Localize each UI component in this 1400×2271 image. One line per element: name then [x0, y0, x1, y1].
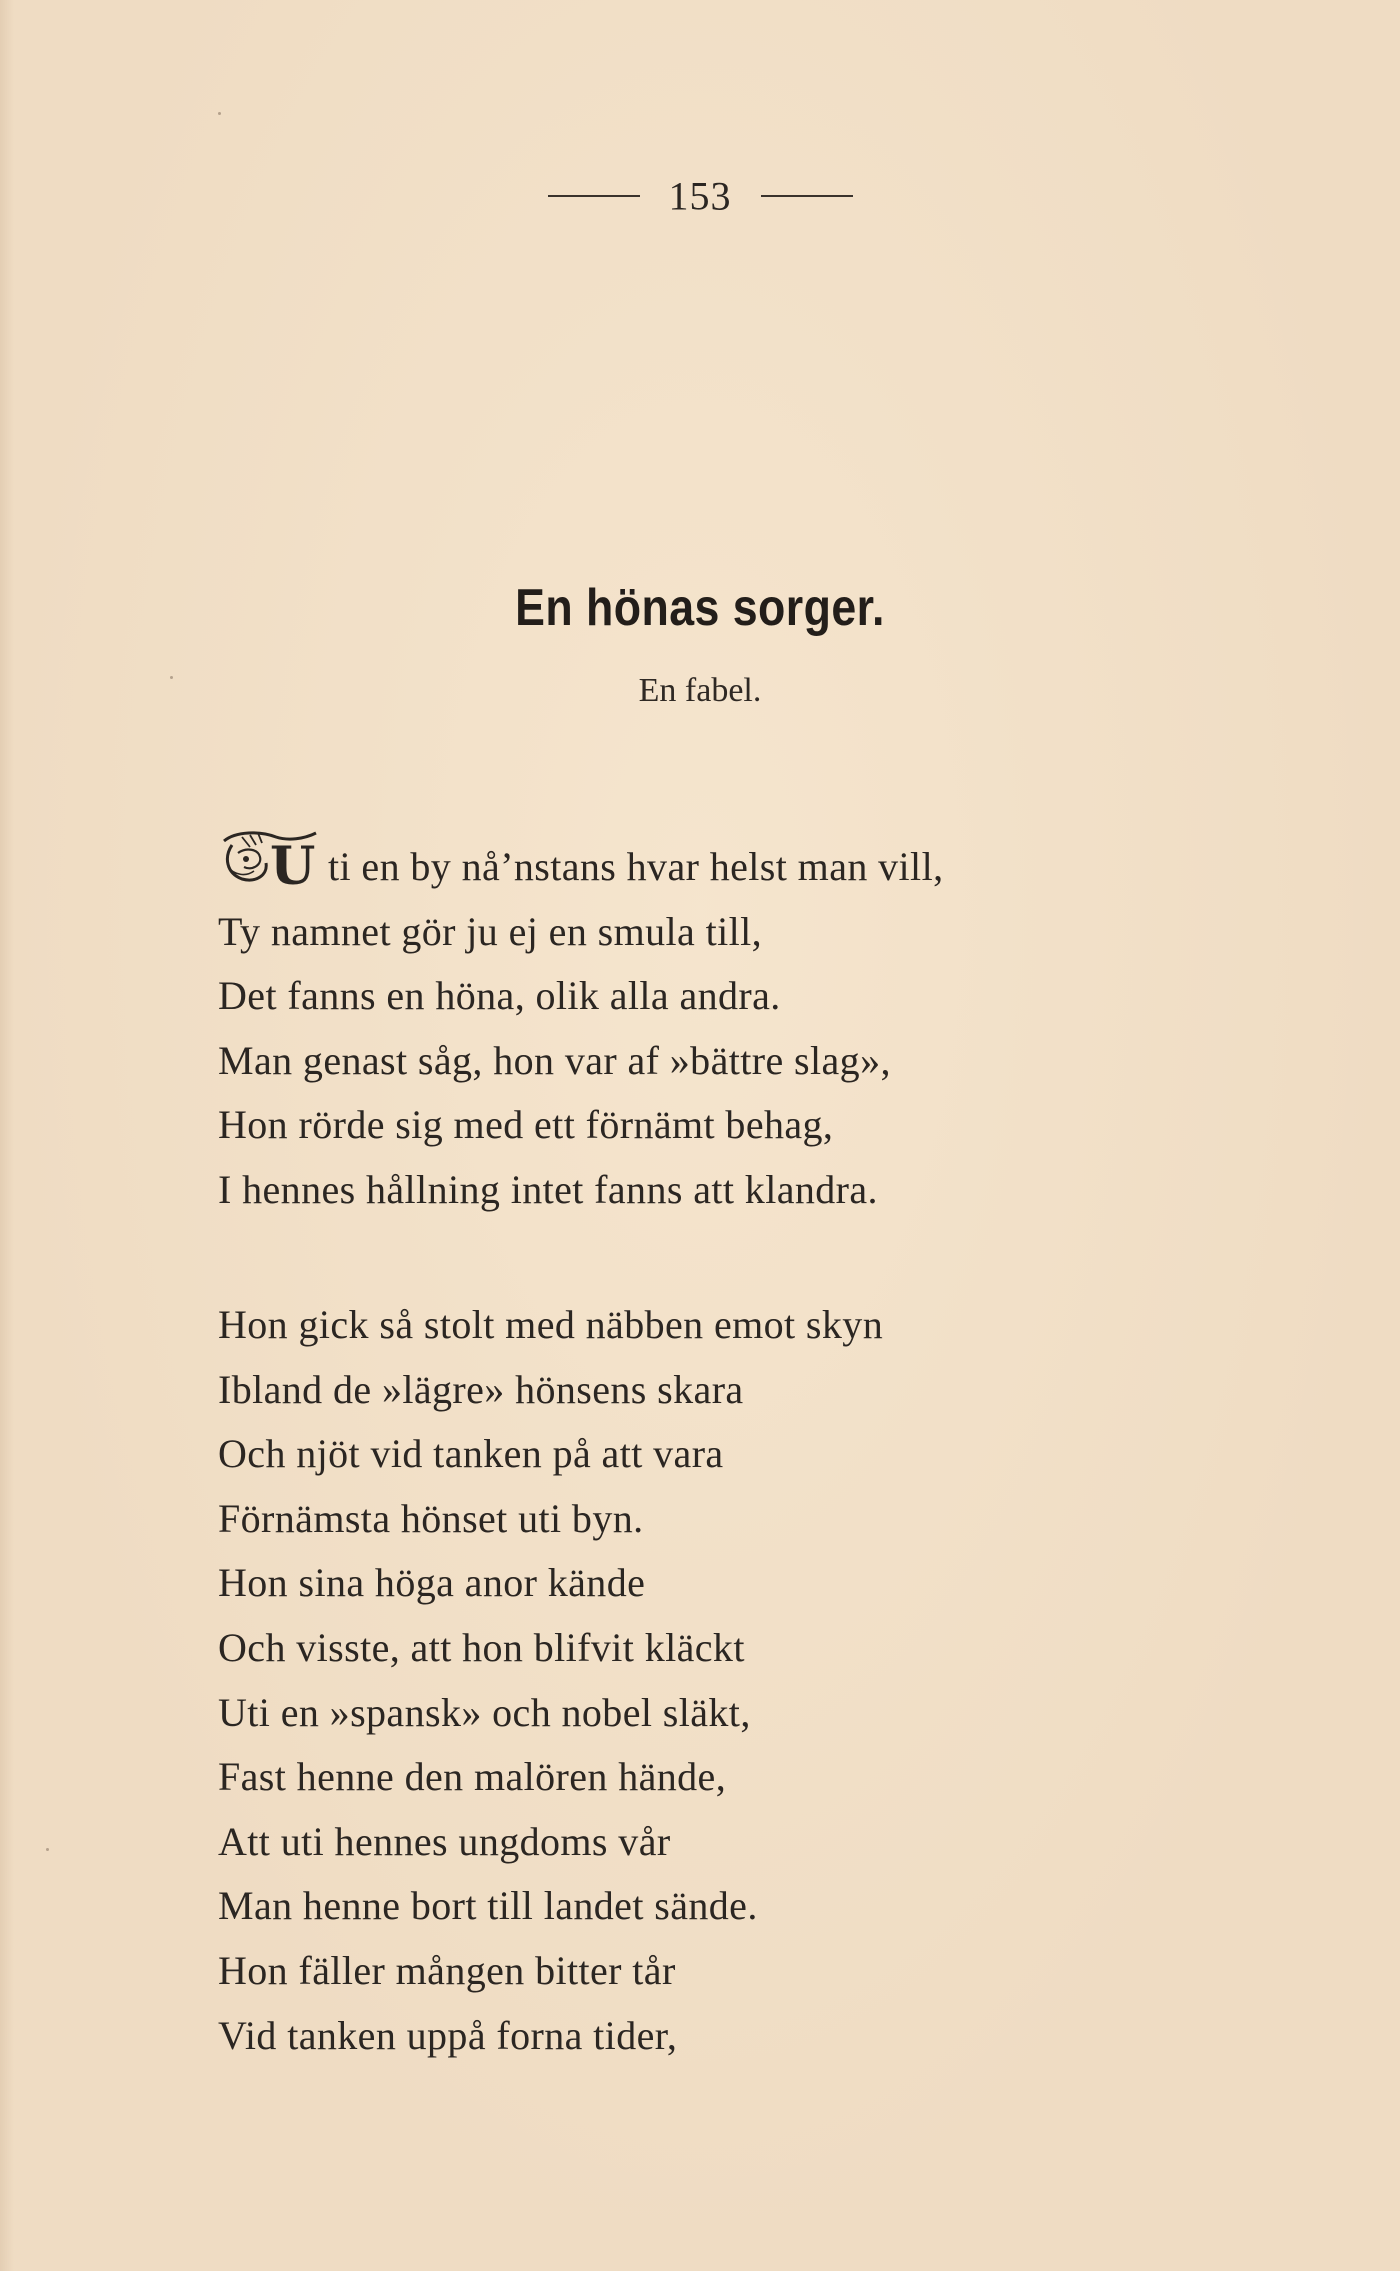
- header-rule-right: [761, 195, 853, 197]
- verse-line: Hon fäller mången bitter tår: [218, 1947, 676, 1993]
- stanza: [218, 835, 1218, 1223]
- verse-line: Fast henne den malören hände,: [218, 1754, 727, 1800]
- poem-subtitle: En fabel.: [638, 672, 762, 709]
- stanza: [218, 1293, 1218, 2068]
- verse-line: Att uti hennes ungdoms vår: [218, 1818, 671, 1864]
- header-rule-left: [548, 195, 640, 197]
- verse-line: Vid tanken uppå forna tider,: [218, 2012, 678, 2058]
- verse-line: Förnämsta hönset uti byn.: [218, 1495, 644, 1541]
- verse-line: [218, 835, 1218, 900]
- verse-line: Uti en »spansk» och nobel släkt,: [218, 1689, 751, 1735]
- ornamental-drop-cap: [220, 835, 328, 897]
- verse-line-text: ti en by nå’nstans hvar helst man vill,: [328, 844, 944, 889]
- paper-speck: [46, 1848, 49, 1851]
- running-header: [0, 168, 1400, 219]
- verse-line: Man genast såg, hon var af »bättre slag»,: [218, 1037, 891, 1083]
- paper-speck: [170, 676, 173, 679]
- verse-line: Hon gick så stolt med näbben emot skyn: [218, 1302, 884, 1347]
- poem-title: En hönas sorger.: [515, 579, 885, 637]
- page-number: 153: [668, 173, 732, 219]
- verse-line: I hennes hållning intet fanns att klandra.: [218, 1166, 878, 1212]
- drop-cap-letter: U: [270, 836, 316, 897]
- verse-line: Ty namnet gör ju ej en smula till,: [218, 908, 763, 954]
- paper-speck: [218, 112, 221, 115]
- verse-line: Hon sina höga anor kände: [218, 1560, 646, 1606]
- verse-line: Och visste, att hon blifvit kläckt: [218, 1624, 745, 1670]
- verse-line: Ibland de »lägre» hönsens skara: [218, 1366, 744, 1412]
- verse-line: Hon rörde sig med ett förnämt behag,: [218, 1102, 834, 1148]
- verse-line: Det fanns en höna, olik alla andra.: [218, 973, 781, 1019]
- verse-line: Man henne bort till landet sände.: [218, 1883, 758, 1929]
- verse-line: Och njöt vid tanken på att vara: [218, 1431, 724, 1477]
